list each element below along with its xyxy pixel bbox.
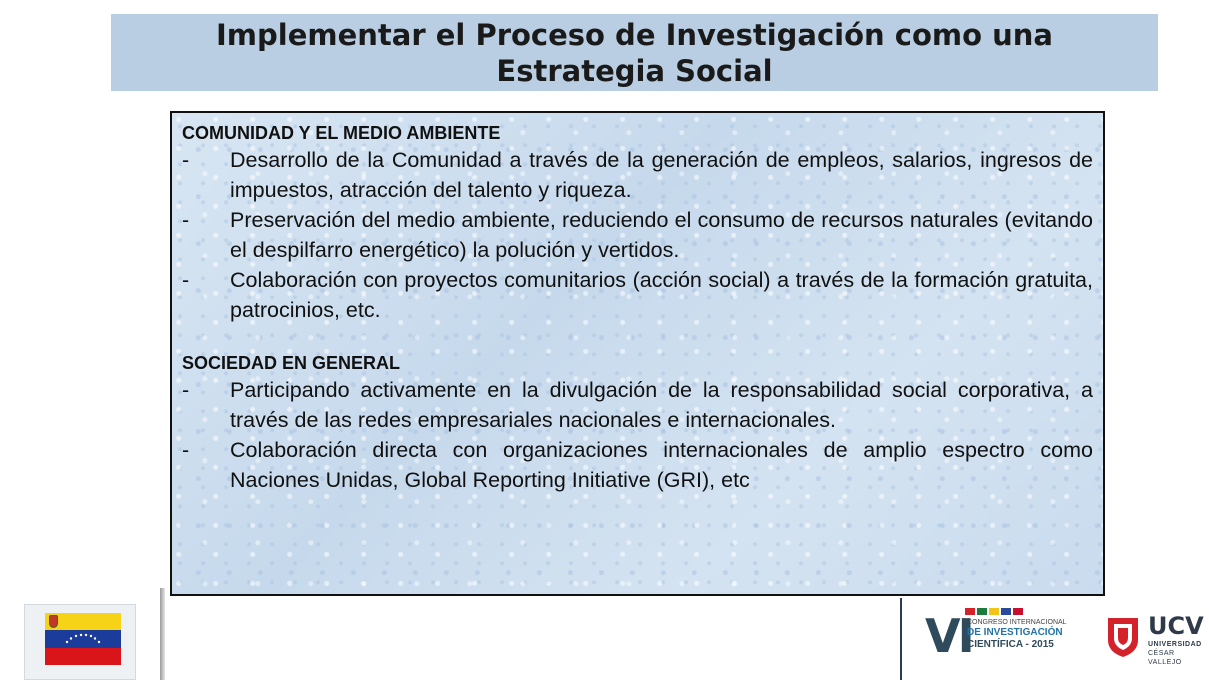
bullet-text: Desarrollo de la Comunidad a través de la generación de empleos, salarios, ingresos de impuestos, atracción del talento y riqueza. xyxy=(230,148,1093,202)
flag-stripe-red xyxy=(45,648,121,665)
section-heading-comunidad: COMUNIDAD Y EL MEDIO AMBIENTE xyxy=(182,123,501,143)
bullet-text: Colaboración directa con organizaciones internacionales de amplio espectro como Naciones Unidas, Global Reporting Initiative (GRI), etc xyxy=(230,438,1093,492)
bullet-dash: - xyxy=(182,438,190,462)
ucv-name: UCV xyxy=(1148,612,1204,640)
congress-line1: CONGRESO INTERNACIONAL xyxy=(967,619,1067,626)
congress-mark: VI xyxy=(925,609,972,663)
section-heading-sociedad: SOCIEDAD EN GENERAL xyxy=(182,353,401,373)
bullet-dash: - xyxy=(182,208,190,232)
bullet-list-comunidad xyxy=(182,145,1093,325)
ucv-subtitle-2: CÉSAR VALLEJO xyxy=(1148,650,1182,666)
flag-stripe-blue xyxy=(45,630,121,647)
university-logo xyxy=(1106,612,1206,668)
content-box xyxy=(170,111,1105,596)
bullet-text: Participando activamente en la divulgación de la responsabilidad social corporativa, a través de las redes empresariales nacionales e internacionales. xyxy=(230,378,1093,432)
bullet-item xyxy=(182,435,1093,495)
ucv-shield-icon xyxy=(1106,614,1140,658)
bullet-list-sociedad xyxy=(182,375,1093,495)
flag-panel xyxy=(24,604,136,680)
venezuela-flag-icon xyxy=(45,613,121,665)
section-spacer xyxy=(182,325,1093,351)
bullet-item xyxy=(182,265,1093,325)
congress-line2: DE INVESTIGACIÓN xyxy=(967,627,1063,638)
bullet-text: Colaboración con proyectos comunitarios (acción social) a través de la formación gratuita, patrocinios, etc. xyxy=(230,268,1093,322)
bullet-dash: - xyxy=(182,378,190,402)
bullet-text: Preservación del medio ambiente, reduciendo el consumo de recursos naturales (evitando el despilfarro energético) la polución y vertidos. xyxy=(230,208,1093,262)
left-divider xyxy=(160,588,165,680)
bullet-item xyxy=(182,375,1093,435)
title-bar xyxy=(111,14,1158,91)
bullet-item xyxy=(182,205,1093,265)
flag-stripe-yellow xyxy=(45,613,121,630)
congress-line3: CIENTÍFICA - 2015 xyxy=(967,639,1054,650)
bullet-item xyxy=(182,145,1093,205)
stars-icon xyxy=(45,630,121,647)
slide-title: Implementar el Proceso de Investigación como una Estrategia Social xyxy=(216,17,1053,88)
bullet-dash: - xyxy=(182,268,190,292)
congress-flags-icon xyxy=(965,608,1025,615)
coat-of-arms-icon xyxy=(49,615,58,628)
ucv-subtitle-1: UNIVERSIDAD xyxy=(1148,641,1202,648)
congress-logo xyxy=(925,606,1075,666)
right-divider xyxy=(900,598,902,680)
bullet-dash: - xyxy=(182,148,190,172)
